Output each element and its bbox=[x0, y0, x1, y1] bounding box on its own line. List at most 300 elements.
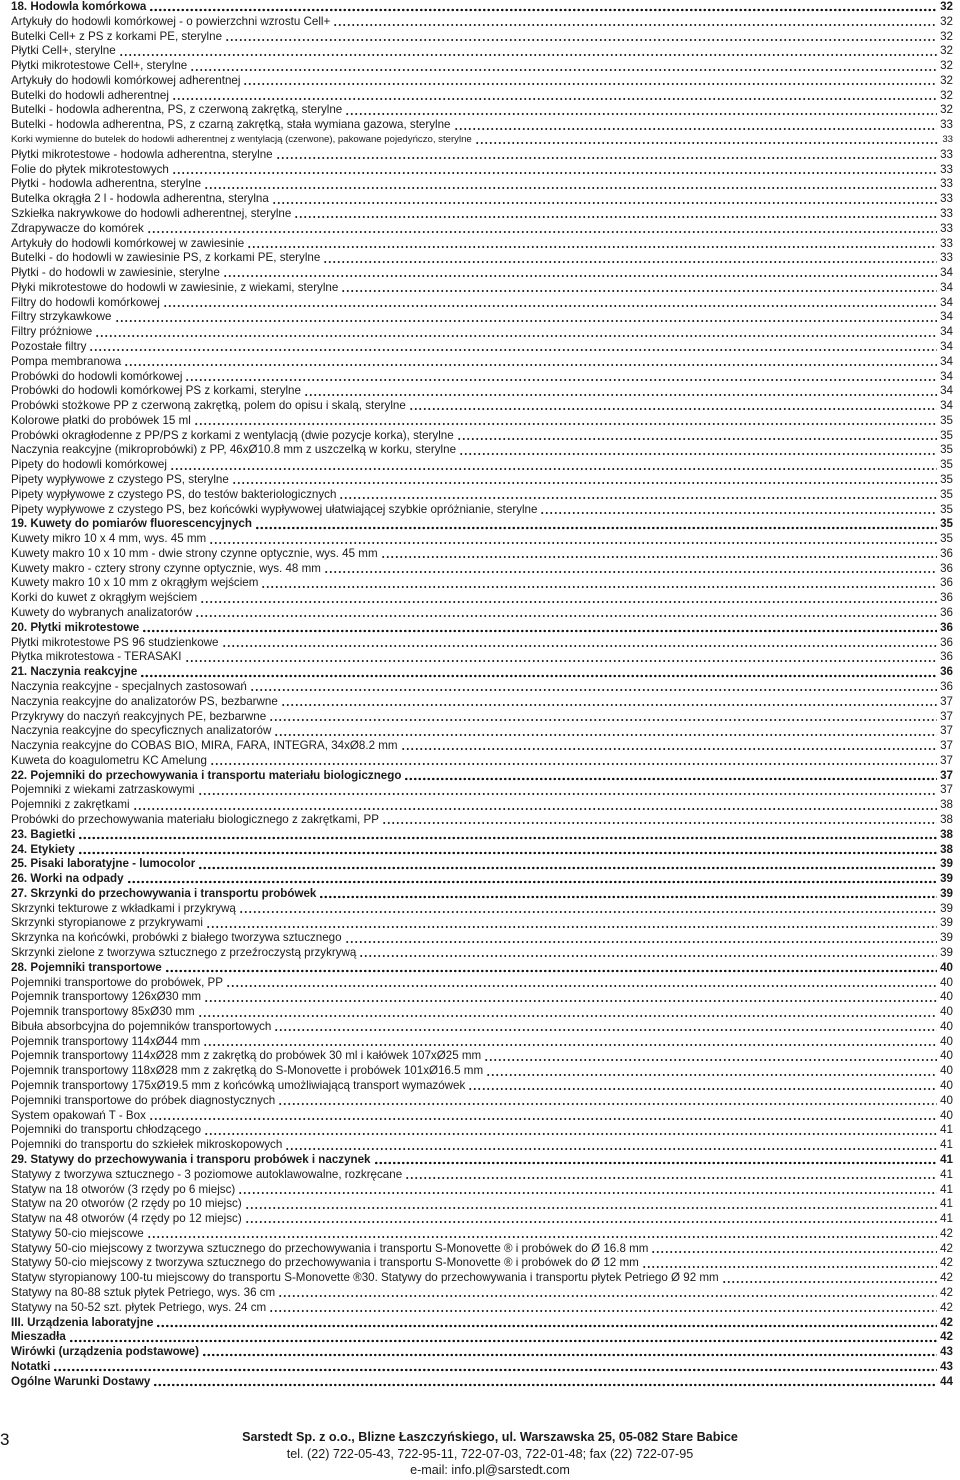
toc-entry-title: Płytki Cell+, sterylne bbox=[11, 44, 116, 58]
toc-entry-page-number: 42 bbox=[940, 1226, 953, 1240]
toc-entry-page-number: 42 bbox=[940, 1271, 953, 1285]
dot-leader bbox=[274, 733, 937, 737]
toc-entry-page-number: 32 bbox=[940, 29, 953, 43]
toc-entry-page-number: 32 bbox=[940, 44, 953, 58]
toc-entry-title: Korki do kuwet z okrągłym wejściem bbox=[11, 591, 198, 605]
toc-entry-page-number: 33 bbox=[940, 118, 953, 132]
toc-entry-page-number: 36 bbox=[940, 591, 953, 605]
toc-entry-page-number: 41 bbox=[940, 1212, 953, 1226]
toc-entry-title: 22. Pojemniki do przechowywania i transportu materiału biologicznego bbox=[11, 768, 402, 782]
toc-entry-title: System opakowań T - Box bbox=[11, 1108, 146, 1122]
dot-leader bbox=[642, 1265, 937, 1269]
toc-entry-title: Ogólne Warunki Dostawy bbox=[11, 1374, 151, 1388]
dot-leader bbox=[304, 393, 937, 397]
dot-leader bbox=[133, 807, 938, 811]
toc-entry-page-number: 37 bbox=[940, 768, 953, 782]
toc-entry-page-number: 39 bbox=[940, 946, 953, 959]
toc-entry-page-number: 41 bbox=[940, 1123, 953, 1137]
toc-entry bbox=[11, 177, 953, 192]
dot-leader bbox=[475, 141, 938, 145]
toc-entry-title: Kuwety mikro 10 x 4 mm, wys. 45 mm bbox=[11, 532, 207, 546]
dot-leader bbox=[238, 1191, 937, 1195]
dot-leader bbox=[198, 866, 937, 870]
toc-entry bbox=[11, 399, 953, 414]
toc-entry bbox=[11, 325, 953, 340]
dot-leader bbox=[153, 1383, 937, 1387]
toc-entry-page-number: 36 bbox=[940, 606, 953, 620]
dot-leader bbox=[156, 1324, 937, 1328]
toc-entry-page-number: 39 bbox=[940, 886, 953, 900]
toc-entry bbox=[11, 1227, 953, 1242]
toc-entry-page-number: 40 bbox=[940, 1079, 953, 1093]
toc-section-heading bbox=[11, 1375, 953, 1390]
toc-entry bbox=[11, 30, 953, 45]
dot-leader bbox=[89, 348, 937, 352]
toc-entry-title: Probówki do przechowywania materiału biologicznego z zakrętkami, PP bbox=[11, 812, 379, 826]
toc-entry bbox=[11, 1079, 953, 1094]
dot-leader bbox=[142, 629, 937, 633]
toc-entry-title: Probówki okragłodenne z PP/PS z korkami z wentylacją (dwie pozycje korka), sterylne bbox=[11, 428, 454, 442]
toc-entry bbox=[11, 976, 953, 991]
toc-entry-page-number: 39 bbox=[940, 872, 953, 886]
dot-leader bbox=[239, 910, 937, 914]
dot-leader bbox=[345, 940, 938, 944]
toc-entry-title: Korki wymienne do butelek do hodowli adherentnej z wentylacją (czerwone), pakowane pojedyńczo, sterylne bbox=[11, 134, 472, 146]
toc-section-heading bbox=[11, 0, 953, 15]
toc-entry-title: Skrzynki styropianowe z przykrywami bbox=[11, 916, 203, 930]
toc-entry-title: Pojemniki z wiekami zatrzaskowymi bbox=[11, 783, 195, 797]
toc-entry-title: 18. Hodowla komórkowa bbox=[11, 0, 147, 13]
dot-leader bbox=[119, 53, 937, 57]
toc-entry bbox=[11, 990, 953, 1005]
page-footer bbox=[0, 1420, 960, 1480]
toc-entry-title: Statyw styropianowy 100-tu miejscowy do transportu S-Monovette ®30. Statywy do przechowywania i transportu płytek Petriego Ø 92 mm bbox=[11, 1271, 719, 1285]
toc-entry bbox=[11, 1049, 953, 1064]
toc-entry-title: Naczynia reakcyjne do specyficznych analizatorów bbox=[11, 724, 272, 738]
toc-section-heading bbox=[11, 1345, 953, 1360]
toc-entry-page-number: 37 bbox=[940, 739, 953, 753]
dot-leader bbox=[285, 1147, 937, 1151]
toc-entry bbox=[11, 103, 953, 118]
toc-entry bbox=[11, 1035, 953, 1050]
toc-entry-page-number: 39 bbox=[940, 916, 953, 930]
toc-entry-title: Statyw na 20 otworów (2 rzędy po 10 miejsc) bbox=[11, 1197, 242, 1211]
toc-entry-page-number: 35 bbox=[940, 517, 953, 531]
toc-entry bbox=[11, 488, 953, 503]
toc-entry-page-number: 34 bbox=[940, 384, 953, 398]
toc-entry-title: Probówki stożkowe PP z czerwoną zakrętką, polem do opisu i skalą, sterylne bbox=[11, 399, 406, 413]
dot-leader bbox=[323, 260, 937, 264]
toc-entry bbox=[11, 384, 953, 399]
toc-entry bbox=[11, 118, 953, 133]
dot-leader bbox=[198, 792, 937, 796]
toc-entry bbox=[11, 148, 953, 163]
toc-entry-page-number: 42 bbox=[940, 1241, 953, 1255]
toc-entry bbox=[11, 1168, 953, 1183]
dot-leader bbox=[194, 422, 937, 426]
toc-section-heading bbox=[11, 961, 953, 976]
toc-entry-title: Kuwety makro 10 x 10 mm z okrągłym wejściem bbox=[11, 576, 259, 590]
toc-entry-title: Filtry strzykawkowe bbox=[11, 310, 112, 324]
toc-entry-title: Naczynia reakcyjne - specjalnych zastosowań bbox=[11, 679, 247, 693]
toc-entry-page-number: 36 bbox=[940, 576, 953, 590]
toc-entry-page-number: 39 bbox=[940, 857, 953, 871]
toc-entry-title: Skrzynki tekturowe z wkładkami i przykrywą bbox=[11, 901, 236, 915]
toc-entry-page-number: 40 bbox=[940, 1034, 953, 1048]
dot-leader bbox=[261, 585, 937, 589]
toc-entry-page-number: 37 bbox=[940, 753, 953, 767]
toc-entry-page-number: 35 bbox=[940, 413, 953, 427]
toc-entry-page-number: 40 bbox=[940, 1108, 953, 1122]
toc-entry-title: Kolorowe płatki do probówek 15 ml bbox=[11, 413, 191, 427]
dot-leader bbox=[245, 1206, 937, 1210]
toc-entry bbox=[11, 281, 953, 296]
toc-entry-title: Statywy na 80-88 sztuk płytek Petriego, wys. 36 cm bbox=[11, 1285, 276, 1299]
toc-section-heading bbox=[11, 1360, 953, 1375]
toc-entry-page-number: 32 bbox=[940, 59, 953, 73]
dot-leader bbox=[185, 659, 938, 663]
toc-entry-title: 27. Skrzynki do przechowywania i transportu probówek bbox=[11, 886, 317, 900]
toc-entry-title: Pipety do hodowli komórkowej bbox=[11, 458, 167, 472]
dot-leader bbox=[210, 762, 937, 766]
toc-entry bbox=[11, 296, 953, 311]
toc-entry bbox=[11, 710, 953, 725]
toc-entry-title: Skrzynki zielone z tworzywa sztucznego z przeźroczystą przykrywą bbox=[11, 946, 357, 959]
toc-entry bbox=[11, 1109, 953, 1124]
dot-leader bbox=[195, 614, 937, 618]
toc-entry bbox=[11, 207, 953, 222]
toc-entry bbox=[11, 1094, 953, 1109]
toc-entry bbox=[11, 1256, 953, 1271]
toc-entry bbox=[11, 754, 953, 769]
toc-entry-title: Wirówki (urządzenia podstawowe) bbox=[11, 1345, 199, 1359]
dot-leader bbox=[269, 1309, 937, 1313]
toc-entry bbox=[11, 237, 953, 252]
toc-entry-title: Pojemnik transportowy 114xØ44 mm bbox=[11, 1034, 201, 1048]
dot-leader bbox=[341, 289, 937, 293]
toc-entry-title: Probówki do hodowli komórkowej bbox=[11, 369, 183, 383]
toc-entry-page-number: 37 bbox=[940, 724, 953, 738]
toc-entry-page-number: 37 bbox=[940, 694, 953, 708]
toc-entry-page-number: 36 bbox=[940, 635, 953, 649]
toc-entry-page-number: 42 bbox=[940, 1300, 953, 1314]
toc-entry-page-number: 42 bbox=[940, 1330, 953, 1344]
toc-entry bbox=[11, 547, 953, 562]
toc-entry bbox=[11, 192, 953, 207]
toc-entry bbox=[11, 74, 953, 89]
toc-entry-page-number: 44 bbox=[940, 1374, 953, 1388]
toc-section-heading bbox=[11, 665, 953, 680]
toc-entry bbox=[11, 1301, 953, 1316]
toc-entry-title: Butelki do hodowli adherentnej bbox=[11, 88, 169, 102]
toc-entry-page-number: 36 bbox=[940, 561, 953, 575]
toc-entry bbox=[11, 44, 953, 59]
dot-leader bbox=[540, 511, 937, 515]
dot-leader bbox=[115, 319, 938, 323]
toc-entry bbox=[11, 532, 953, 547]
toc-entry-title: Probówki do hodowli komórkowej PS z korkami, sterylne bbox=[11, 384, 301, 398]
toc-entry bbox=[11, 222, 953, 237]
dot-leader bbox=[243, 82, 937, 86]
toc-entry-page-number: 38 bbox=[940, 798, 953, 812]
toc-entry-title: Pompa membranowa bbox=[11, 354, 122, 368]
toc-entry-page-number: 37 bbox=[940, 783, 953, 797]
toc-entry-title: Pojemniki transportowe do probówek, PP bbox=[11, 975, 224, 989]
toc-entry-title: Statywy z tworzywa sztucznego - 3 poziomowe autoklawowalne, rozkręcane bbox=[11, 1167, 403, 1181]
toc-section-heading bbox=[11, 1330, 953, 1345]
toc-entry-title: Pojemnik transportowy 114xØ28 mm z zakrętką do probówek 30 ml i kałówek 107xØ25 mm bbox=[11, 1049, 482, 1063]
toc-entry bbox=[11, 1064, 953, 1079]
dot-leader bbox=[225, 38, 937, 42]
toc-entry-title: Pojemniki z zakrętkami bbox=[11, 798, 130, 812]
dot-leader bbox=[468, 1087, 937, 1091]
dot-leader bbox=[404, 777, 937, 781]
toc-entry-page-number: 34 bbox=[940, 399, 953, 413]
toc-entry bbox=[11, 902, 953, 917]
toc-section-heading bbox=[11, 1316, 953, 1331]
dot-leader bbox=[457, 437, 937, 441]
dot-leader bbox=[222, 644, 938, 648]
toc-entry-page-number: 40 bbox=[940, 1049, 953, 1063]
toc-entry-title: Pipety wypływowe z czystego PS, do testów bakteriologicznych bbox=[11, 487, 337, 501]
toc-entry-page-number: 35 bbox=[940, 458, 953, 472]
toc-entry-title: Skrzynka na końcówki, probówki z białego tworzywa sztucznego bbox=[11, 931, 342, 945]
toc-entry-page-number: 39 bbox=[940, 931, 953, 945]
toc-entry-title: Pozostałe filtry bbox=[11, 339, 87, 353]
toc-section-heading bbox=[11, 828, 953, 843]
toc-entry-title: Statywy 50-cio miejscowy z tworzywa sztucznego do przechowywania i transportu S-Monovette ® i probówek do Ø 12 mm bbox=[11, 1256, 639, 1270]
dot-leader bbox=[147, 1235, 937, 1239]
dot-leader bbox=[274, 1028, 937, 1032]
dot-leader bbox=[53, 1368, 937, 1372]
toc-entry-title: Statywy 50-cio miejscowy z tworzywa sztucznego do przechowywania i transportu S-Monovette ® i probówek do Ø 16.8 mm bbox=[11, 1241, 649, 1255]
dot-leader bbox=[232, 481, 937, 485]
toc-entry-page-number: 33 bbox=[940, 147, 953, 161]
toc-entry-page-number: 33 bbox=[940, 221, 953, 235]
toc-entry-title: Kuwety do wybranych analizatorów bbox=[11, 606, 193, 620]
dot-leader bbox=[281, 703, 937, 707]
dot-leader bbox=[339, 496, 937, 500]
toc-entry-title: Naczynia reakcyjne (mikroprobówki) z PP, 46xØ10.8 mm z uszczelką w korku, sterylne bbox=[11, 443, 457, 457]
dot-leader bbox=[95, 334, 937, 338]
toc-entry-title: Pojemnik transportowy 175xØ19.5 mm z końcówką umożliwiającą transport wymazówek bbox=[11, 1079, 466, 1093]
toc-entry-title: Płytka mikrotestowa - TERASAKI bbox=[11, 650, 182, 664]
dot-leader bbox=[204, 1132, 937, 1136]
toc-entry-page-number: 42 bbox=[940, 1315, 953, 1329]
toc-entry-title: Płyki mikrotestowe do hodowli w zawiesinie, z wiekami, sterylne bbox=[11, 280, 339, 294]
toc-entry-page-number: 34 bbox=[940, 280, 953, 294]
toc-entry-title: Butelki - hodowla adherentna, PS, z czerwoną zakrętką, sterylne bbox=[11, 103, 343, 117]
toc-entry bbox=[11, 724, 953, 739]
dot-leader bbox=[459, 452, 937, 456]
toc-entry bbox=[11, 310, 953, 325]
toc-entry-page-number: 42 bbox=[940, 1285, 953, 1299]
toc-entry bbox=[11, 429, 953, 444]
dot-leader bbox=[345, 112, 937, 116]
toc-entry bbox=[11, 59, 953, 74]
toc-section-heading bbox=[11, 1153, 953, 1168]
toc-entry-page-number: 40 bbox=[940, 990, 953, 1004]
dot-leader bbox=[204, 999, 937, 1003]
toc-entry-title: Filtry do hodowli komórkowej bbox=[11, 295, 160, 309]
dot-leader bbox=[149, 1117, 937, 1121]
toc-entry-page-number: 34 bbox=[940, 369, 953, 383]
dot-leader bbox=[203, 1043, 937, 1047]
toc-entry-page-number: 38 bbox=[940, 842, 953, 856]
toc-entry-page-number: 43 bbox=[940, 1345, 953, 1359]
dot-leader bbox=[324, 570, 937, 574]
toc-entry-title: Kuwety makro - cztery strony czynne optycznie, wys. 48 mm bbox=[11, 561, 321, 575]
toc-section-heading bbox=[11, 769, 953, 784]
toc-entry-title: Przykrywy do naczyń reakcyjnych PE, bezbarwne bbox=[11, 709, 267, 723]
toc-entry-title: Filtry próżniowe bbox=[11, 325, 93, 339]
toc-entry bbox=[11, 443, 953, 458]
toc-entry-title: Naczynia reakcyjne do COBAS BIO, MIRA, FARA, INTEGRA, 34xØ8.2 mm bbox=[11, 739, 398, 753]
toc-entry-title: Zdrapywacze do komórek bbox=[11, 221, 144, 235]
toc-entry-page-number: 37 bbox=[940, 709, 953, 723]
dot-leader bbox=[276, 156, 937, 160]
toc-entry-title: Pojemniki transportowe do próbek diagnostycznych bbox=[11, 1093, 276, 1107]
toc-entry-page-number: 33 bbox=[942, 134, 953, 146]
toc-entry-page-number: 35 bbox=[940, 428, 953, 442]
dot-leader bbox=[78, 851, 937, 855]
dot-leader bbox=[405, 1176, 937, 1180]
toc-entry-page-number: 32 bbox=[940, 103, 953, 117]
dot-leader bbox=[454, 127, 938, 131]
dot-leader bbox=[223, 274, 937, 278]
dot-leader bbox=[200, 600, 937, 604]
toc-entry bbox=[11, 414, 953, 429]
toc-entry-title: 23. Bagietki bbox=[11, 827, 76, 841]
toc-entry bbox=[11, 458, 953, 473]
toc-entry-title: Pojemnik transportowy 85xØ30 mm bbox=[11, 1005, 195, 1019]
toc-entry bbox=[11, 89, 953, 104]
toc-entry bbox=[11, 1271, 953, 1286]
toc-entry-title: Pojemniki do transportu chłodzącego bbox=[11, 1123, 202, 1137]
toc-entry-title: Statyw na 18 otworów (3 rzędy po 6 miejsc) bbox=[11, 1182, 236, 1196]
toc-entry-page-number: 32 bbox=[940, 88, 953, 102]
toc-entry-title: Pojemnik transportowy 126xØ30 mm bbox=[11, 990, 202, 1004]
dot-leader bbox=[140, 674, 937, 678]
toc-entry-page-number: 41 bbox=[940, 1167, 953, 1181]
dot-leader bbox=[204, 186, 937, 190]
toc-entry-title: Szkiełka nakrywkowe do hodowli adherentnej, sterylne bbox=[11, 206, 292, 220]
dot-leader bbox=[250, 688, 937, 692]
toc-entry-page-number: 35 bbox=[940, 487, 953, 501]
toc-entry bbox=[11, 562, 953, 577]
toc-entry-title: Płytki mikrotestowe - hodowla adherentna, sterylne bbox=[11, 147, 273, 161]
toc-entry bbox=[11, 1212, 953, 1227]
toc-entry bbox=[11, 931, 953, 946]
toc-entry bbox=[11, 1005, 953, 1020]
dot-leader bbox=[127, 880, 938, 884]
dot-leader bbox=[206, 925, 937, 929]
toc-entry-page-number: 36 bbox=[940, 650, 953, 664]
dot-leader bbox=[484, 1058, 937, 1062]
footer-email: e-mail: info.pl@sarstedt.com bbox=[410, 1463, 570, 1477]
dot-leader bbox=[381, 555, 937, 559]
dot-leader bbox=[722, 1280, 937, 1284]
toc-entry-title: Płytki mikrotestowe Cell+, sterylne bbox=[11, 59, 188, 73]
toc-entry bbox=[11, 680, 953, 695]
toc-entry bbox=[11, 355, 953, 370]
toc-section-heading bbox=[11, 872, 953, 887]
toc-section-heading bbox=[11, 857, 953, 872]
toc-entry-page-number: 40 bbox=[940, 1019, 953, 1033]
toc-entry-page-number: 35 bbox=[940, 502, 953, 516]
toc-entry-page-number: 36 bbox=[940, 679, 953, 693]
toc-entry bbox=[11, 739, 953, 754]
toc-entry bbox=[11, 251, 953, 266]
dot-leader bbox=[185, 378, 937, 382]
dot-leader bbox=[245, 1220, 937, 1224]
dot-leader bbox=[69, 1339, 937, 1343]
toc-entry-page-number: 33 bbox=[940, 177, 953, 191]
footer-phone-fax: tel. (22) 722-05-43, 722-95-11, 722-07-03, 722-01-48; fax (22) 722-07-95 bbox=[286, 1447, 694, 1461]
dot-leader bbox=[147, 230, 937, 234]
toc-entry-page-number: 36 bbox=[940, 620, 953, 634]
toc-entry-page-number: 33 bbox=[940, 251, 953, 265]
toc-entry-title: 28. Pojemniki transportowe bbox=[11, 960, 162, 974]
toc-entry bbox=[11, 916, 953, 931]
toc-entry-page-number: 34 bbox=[940, 325, 953, 339]
table-of-contents bbox=[11, 0, 953, 1389]
toc-entry bbox=[11, 650, 953, 665]
toc-entry-title: 29. Statywy do przechowywania i transporu probówek i naczynek bbox=[11, 1152, 371, 1166]
toc-entry-title: Pojemniki do transportu do szkiełek mikroskopowych bbox=[11, 1138, 283, 1152]
toc-entry bbox=[11, 15, 953, 30]
toc-entry-title: Kuwety makro 10 x 10 mm - dwie strony czynne optycznie, wys. 45 mm bbox=[11, 546, 378, 560]
toc-entry-title: Bibuła absorbcyjna do pojemników transportowych bbox=[11, 1019, 272, 1033]
dot-leader bbox=[333, 23, 937, 27]
toc-entry-page-number: 40 bbox=[940, 1093, 953, 1107]
toc-entry-page-number: 40 bbox=[940, 1064, 953, 1078]
toc-entry-page-number: 33 bbox=[940, 162, 953, 176]
dot-leader bbox=[409, 407, 937, 411]
toc-entry-page-number: 41 bbox=[940, 1138, 953, 1152]
toc-entry-title: III. Urządzenia laboratyjne bbox=[11, 1315, 154, 1329]
dot-leader bbox=[401, 747, 938, 751]
dot-leader bbox=[319, 895, 937, 899]
toc-entry-page-number: 33 bbox=[940, 192, 953, 206]
dot-leader bbox=[226, 984, 937, 988]
dot-leader bbox=[202, 1353, 937, 1357]
dot-leader bbox=[247, 245, 937, 249]
dot-leader bbox=[209, 541, 937, 545]
dot-leader bbox=[359, 954, 937, 958]
toc-entry-page-number: 33 bbox=[940, 236, 953, 250]
toc-entry-title: Naczynia reakcyjne do analizatorów PS, bezbarwne bbox=[11, 694, 278, 708]
toc-entry-page-number: 35 bbox=[940, 473, 953, 486]
toc-entry-title: 24. Etykiety bbox=[11, 842, 75, 856]
toc-entry bbox=[11, 1123, 953, 1138]
toc-entry-page-number: 34 bbox=[940, 310, 953, 324]
toc-entry-page-number: 40 bbox=[940, 1005, 953, 1019]
toc-entry bbox=[11, 503, 953, 518]
toc-entry-page-number: 36 bbox=[940, 665, 953, 679]
toc-entry bbox=[11, 813, 953, 828]
toc-entry bbox=[11, 163, 953, 178]
toc-entry bbox=[11, 1197, 953, 1212]
toc-entry bbox=[11, 783, 953, 798]
toc-entry-title: 26. Worki na odpady bbox=[11, 872, 124, 886]
toc-entry-page-number: 32 bbox=[940, 73, 953, 87]
toc-entry-title: 25. Pisaki laboratyjne - lumocolor bbox=[11, 857, 196, 871]
toc-entry bbox=[11, 340, 953, 355]
toc-entry bbox=[11, 591, 953, 606]
toc-entry-title: Płytki - hodowla adherentna, sterylne bbox=[11, 177, 202, 191]
toc-entry bbox=[11, 133, 953, 148]
